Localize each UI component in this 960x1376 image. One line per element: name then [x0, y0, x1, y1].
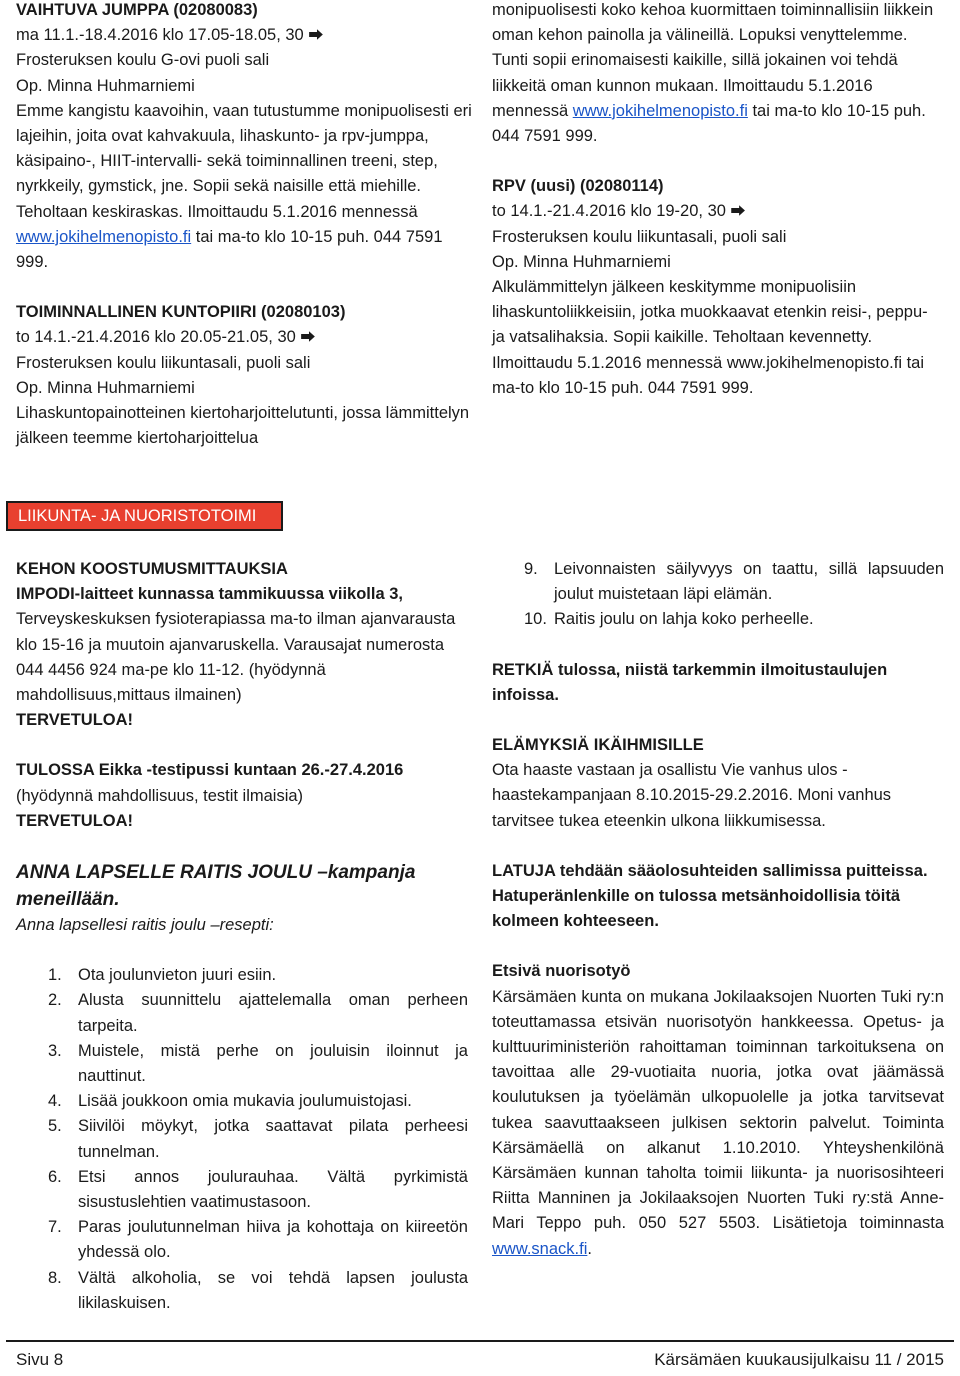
anna-recipe-subtitle: Anna lapsellesi raitis joulu –resepti:	[16, 916, 274, 935]
latuja-notice: LATUJA tehdään sääolosuhteiden sallimissa puitteissa. Hatuperänlenkille on tulossa metsänhoidollisia töitä kolmeen kohteeseen.	[492, 861, 928, 931]
jumppa-title: VAIHTUVA JUMPPA (02080083)	[16, 1, 258, 19]
jumppa-time: ma 11.1.-18.4.2016 klo 17.05-18.05, 30	[16, 26, 309, 45]
arrow-right-icon: ⮕	[308, 27, 324, 45]
kuntopiiri-time: to 14.1.-21.4.2016 klo 20.05-21.05, 30	[16, 328, 301, 347]
list-item: 8. Vältä alkoholia, se voi tehdä lapsen joulusta likilaskuisen.	[48, 1268, 468, 1312]
eikka-welcome: TERVETULOA!	[16, 811, 134, 830]
eikka-description: (hyödynnä mahdollisuus, testit ilmaisia)	[16, 786, 304, 805]
anna-campaign-title: ANNA LAPSELLE RAITIS JOULU –kampanja meneillään.	[16, 862, 416, 911]
jumppa-desc-after: tai ma-to klo 10-15 puh. 044 7591 999.	[16, 227, 443, 272]
rpv-teacher: Op. Minna Huhmarniemi	[492, 252, 671, 271]
kuntopiiri-registration-link[interactable]: www.jokihelmenopisto.fi	[572, 101, 748, 120]
etsiva-desc-end: .	[587, 1239, 592, 1258]
jumppa-desc-text: Emme kangistu kaavoihin, vaan tutustumme monipuolisesti eri lajeihin, joita ovat kahvakuula, lihaskunto- ja rpv-jumppa, käsipaino-, HIIT-intervalli- sekä toiminnallinen treeni, step, nyrkkeily, gymstick, jne. Sopii sekä naisille että miehille. Teholtaan keskiraskas. Ilmoittaudu 5.1.2016 mennessä	[16, 101, 472, 221]
list-item: 6. Etsi annos joulurauhaa. Vältä pyrkimistä sisustuslehtien vaatimustasoon.	[48, 1167, 468, 1212]
recipe-list	[16, 963, 468, 1316]
kuntopiiri-description-continued	[492, 0, 944, 149]
arrow-right-icon: ⮕	[300, 329, 316, 347]
rpv-description: Alkulämmittelyn jälkeen keskitymme monipuolisiin lihaskuntoliikkeisiin, jotka muokkaavat etenkin reisi-, peppu- ja vatsalihaksia. Sopii kaikille. Teholtaan kevennetty.	[492, 278, 928, 347]
kehon-welcome: TERVETULOA!	[16, 711, 134, 730]
kuntopiiri-cont-after: tai ma-to klo 10-15 puh. 044 7591 999.	[492, 101, 926, 146]
kehon-title: KEHON KOOSTUMUSMITTAUKSIA	[16, 560, 288, 578]
jumppa-registration-link[interactable]: www.jokihelmenopisto.fi	[16, 227, 192, 246]
kehon-description: Terveyskeskuksen fysioterapiassa ma-to ilman ajanvarausta klo 15-16 ja muutoin ajanvaruskella. Varausajat numerosta 044 4456 924 ma-pe klo 11-12. (hyödynnä mahdollisuus,mittaus ilmainen)	[16, 610, 456, 705]
list-item: 2. Alusta suunnittelu ajattelemalla oman perheen tarpeita.	[48, 991, 468, 1035]
publication-title: Kärsämäen kuukausijulkaisu 11 / 2015	[654, 1350, 944, 1369]
kuntopiiri-description: Lihaskuntopainotteinen kiertoharjoittelutunti, jossa lämmittelyn jälkeen teemme kiertoharjoittelua	[16, 404, 470, 448]
retkia-notice: RETKIÄ tulossa, niistä tarkemmin ilmoitustaulujen infoissa.	[492, 660, 888, 704]
list-item: 5. Siivilöi möykyt, jotka saattavat pilata perheesi tunnelman.	[48, 1117, 468, 1161]
rpv-time: to 14.1.-21.4.2016 klo 19-20, 30	[492, 202, 731, 221]
bottom-right-column	[492, 557, 944, 1262]
kuntopiiri-cont-text: monipuolisesti koko kehoa kuormittaen toiminnallisiin liikkein oman kehon painolla ja välineillä. Lopuksi venyttelemme. Tunti sopii erinomaisesti kaikille, sillä jokainen voi tehdä liikkeitä oman kunnon mukaan. Ilmoittaudu 5.1.2016 mennessä	[492, 1, 934, 120]
etsiva-description	[492, 985, 944, 1262]
eikka-title: TULOSSA Eikka -testipussi kuntaan 26.-27.4.2016	[16, 761, 404, 780]
section-banner: LIIKUNTA- JA NUORISTOTOIMI	[6, 501, 283, 531]
snack-link[interactable]: www.snack.fi	[492, 1239, 588, 1258]
arrow-right-icon: ⮕	[730, 203, 746, 221]
list-item: 4. Lisää joukkoon omia mukavia joulumuistojasi.	[48, 1092, 412, 1111]
list-item: 10. Raitis joulu on lahja koko perheelle.	[524, 610, 814, 629]
kehon-subtitle: IMPODI-laitteet kunnassa tammikuussa viikolla 3,	[16, 585, 403, 604]
kuntopiiri-time-line	[16, 325, 476, 350]
etsiva-title: Etsivä nuorisotyö	[492, 962, 631, 981]
recipe-list-continued	[492, 557, 944, 633]
list-item: 7. Paras joulutunnelman hiiva ja kohottaja on kiireetön yhdessä olo.	[48, 1218, 468, 1262]
bottom-left-column	[16, 557, 468, 1316]
etsiva-desc-text: Kärsämäen kunta on mukana Jokilaaksojen Nuorten Tuki ry:n toteuttamassa etsivän nuorisotyön hankkeessa. Opetus- ja kulttuuriministeriön rahoittaman toiminnan tarkoituksena on tavoittaa alle 29-vuotiaita nuoria, jotka ovat jäämässä koulutuksen ja työelämän ulkopuolelle ja jotka tarvitsevat tukea saavuttaakseen julkisen sektorin palvelut. Toiminta Kärsämäellä on alkanut 1.10.2010. Yhteyshenkilönä Kärsämäen kunnan taholta toimii liikunta- ja nuorisosihteeri Riitta Manninen ja Jokilaaksojen Nuorten Tuki ry:stä Anne-Mari Teppo puh. 050 527 5503. Lisätietoja toiminnasta	[492, 987, 944, 1233]
jumppa-time-line	[16, 23, 476, 48]
footer-divider	[6, 1340, 954, 1342]
jumppa-teacher: Op. Minna Huhmarniemi	[16, 76, 195, 95]
rpv-time-line	[492, 199, 944, 224]
page-number: Sivu 8	[16, 1350, 64, 1369]
elamys-title: ELÄMYKSIÄ IKÄIHMISILLE	[492, 736, 704, 755]
list-item: 9. Leivonnaisten säilyvyys on taattu, sillä lapsuuden joulut muistetaan läpi elämän.	[524, 560, 944, 604]
rpv-title: RPV (uusi) (02080114)	[492, 177, 664, 196]
elamys-description: Ota haaste vastaan ja osallistu Vie vanhus ulos - haastekampanjaan 8.10.2015-29.2.2016. Moni vanhus tarvitsee tukea eteenkin ulkona liikkumisessa.	[492, 761, 892, 830]
kuntopiiri-title: TOIMINNALLINEN KUNTOPIIRI (02080103)	[16, 303, 346, 322]
list-item: 1. Ota joulunvieton juuri esiin.	[48, 966, 277, 985]
jumppa-place: Frosteruksen koulu G-ovi puoli sali	[16, 51, 270, 70]
rpv-registration: Ilmoittaudu 5.1.2016 mennessä www.jokihelmenopisto.fi tai ma-to klo 10-15 puh. 044 7591 999.	[492, 353, 924, 397]
jumppa-description	[16, 99, 476, 275]
list-item: 3. Muistele, mistä perhe on jouluisin iloinnut ja nauttinut.	[48, 1041, 468, 1086]
top-left-column	[16, 0, 476, 451]
top-right-column	[492, 0, 944, 401]
rpv-place: Frosteruksen koulu liikuntasali, puoli sali	[492, 227, 787, 246]
kuntopiiri-place: Frosteruksen koulu liikuntasali, puoli sali	[16, 353, 311, 372]
kuntopiiri-teacher: Op. Minna Huhmarniemi	[16, 378, 195, 397]
